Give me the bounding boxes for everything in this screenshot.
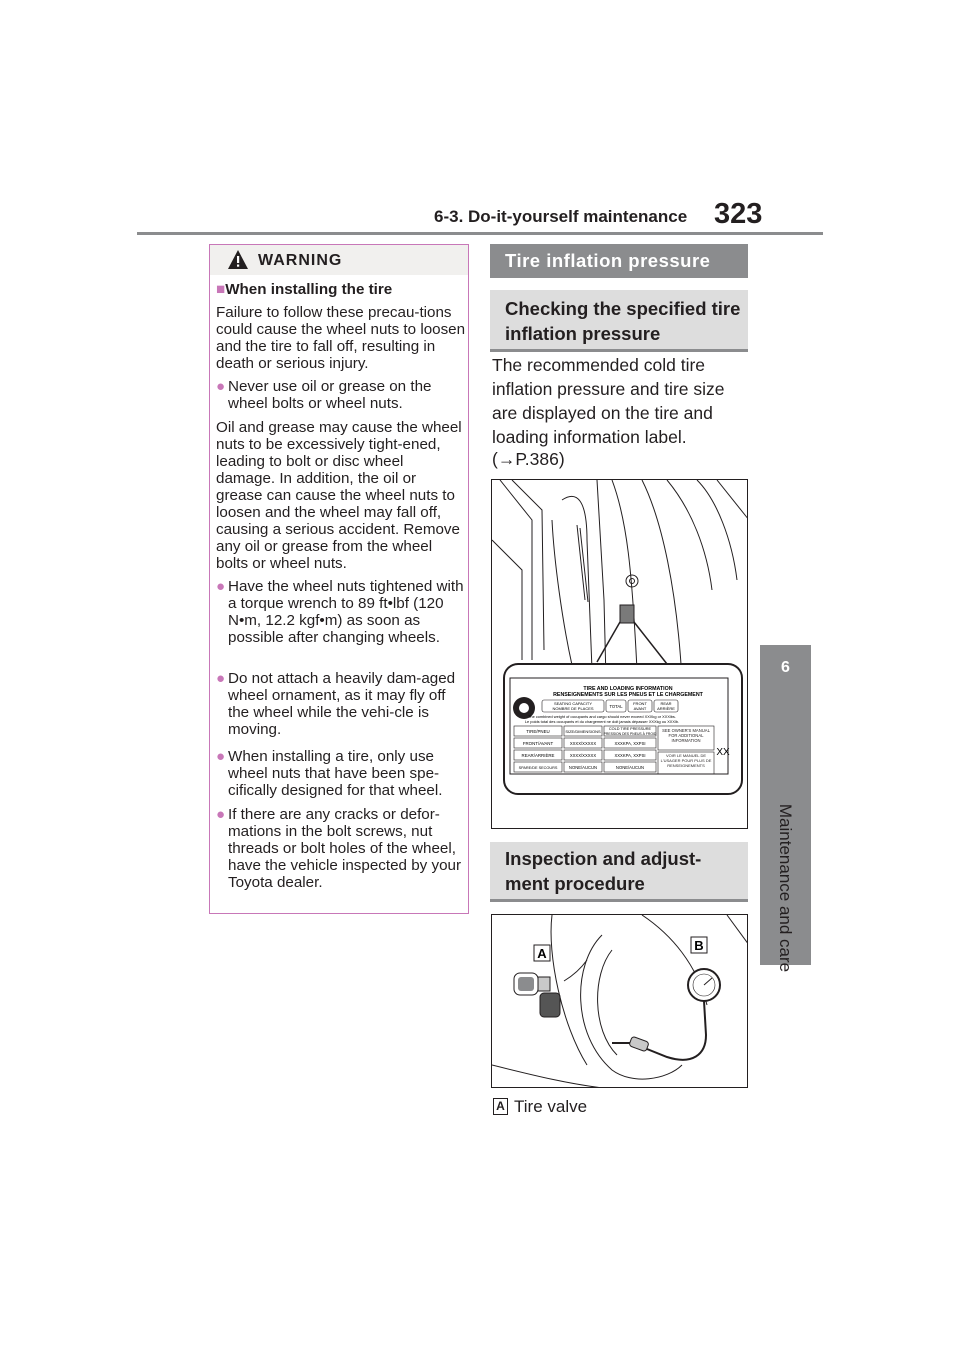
warning-bullet	[216, 378, 466, 412]
warning-bullet	[216, 806, 466, 891]
none-spare-pressure: NONE/AUCUN	[615, 765, 645, 770]
heading-square-icon: ■	[216, 281, 226, 298]
col-tire: TIRE/PNEU	[526, 729, 550, 734]
seating-capacity: SEATING CAPACITY	[553, 701, 593, 706]
page-reference[interactable]: (→P.386)	[492, 449, 565, 469]
section-title: 6-3. Do-it-yourself maintenance	[434, 207, 688, 226]
size-rear: XXXX/XXXXX	[569, 753, 597, 758]
row-front: FRONT/AVANT	[522, 741, 554, 746]
bullet-dot-icon: ●	[216, 748, 226, 765]
col-pressure: COLD TIRE PRESSURE	[608, 727, 652, 731]
pressure-front: XXXKPA, XXPSI	[614, 741, 646, 746]
bullet-text: If there are any cracks or defor-mations in the bolt screws, nut threads or bolt holes of the wheel, have the vehicle inspected by your Toyota dealer.	[228, 806, 462, 891]
caption-badge: A	[493, 1098, 508, 1115]
warning-bullet	[216, 670, 466, 738]
manual-fr: VOIR LE MANUEL DE L'USAGER POUR PLUS DE RENSEIGNEMENTS	[660, 753, 712, 768]
body-paragraph: The recommended cold tire inflation pressure and tire size are displayed on the tire and loading information label.	[492, 355, 725, 447]
inspection-figure	[491, 914, 748, 1088]
row-spare: SPARE/DE SECOURS	[518, 766, 558, 770]
warning-bullet	[216, 748, 466, 799]
label-code: XX	[716, 747, 730, 758]
combined-weight-en: The combined weight of occupants and cargo should never exceed XXXkg or XXXlbs.	[528, 714, 676, 719]
front-label: FRONT	[633, 701, 647, 706]
reference-link[interactable]: P.386	[515, 449, 559, 469]
callout-a: A	[537, 946, 547, 961]
pressure-rear: XXXKPA, XXPSI	[614, 753, 646, 758]
callout-b: B	[694, 938, 704, 953]
seating-capacity-fr: NOMBRE DE PLACES	[552, 706, 594, 711]
warning-triangle-icon	[227, 249, 249, 271]
figure-caption: Tire valve	[514, 1097, 588, 1116]
bullet-dot-icon: ●	[216, 670, 226, 687]
label-title-fr: RENSEIGNEMENTS SUR LES PNEUS ET LE CHARGEMENT	[553, 692, 703, 698]
col-manual: SEE OWNER'S MANUAL FOR ADDITIONAL INFORMATION	[662, 728, 710, 743]
warning-bullet	[216, 578, 466, 646]
section-heading: Tire inflation pressure	[505, 250, 711, 271]
combined-weight-fr: Le poids total des occupants et du chargement ne doit jamais dépasser XXXkg ou XXXlb.	[524, 719, 680, 724]
bullet-text: Do not attach a heavily dam-aged wheel ornament, as it may fly off the wheel while the vehi-cle is moving.	[228, 670, 456, 738]
col-pressure-fr: PRESSION DES PNEUS À FROID	[603, 732, 657, 736]
warning-intro: Failure to follow these precau-tions could cause the wheel nuts to loosen and the tire to fall off, resulting in death or serious injury.	[216, 304, 466, 372]
subsection-heading: Inspection and adjust-ment procedure	[505, 848, 702, 894]
inspection-illustration	[492, 915, 748, 1088]
subsection-heading: Checking the specified tire inflation pressure	[505, 298, 741, 344]
none-spare-size: NONE/AUCUN	[568, 765, 598, 770]
rear-label-fr: ARRIÈRE	[657, 706, 675, 711]
col-size: SIZE/DIMENSIONS	[565, 729, 601, 734]
header-rule	[137, 232, 823, 235]
tire-label-figure	[491, 479, 748, 829]
bullet-text: When installing a tire, only use wheel nuts that have been spe-cifically designed for that wheel.	[228, 748, 443, 799]
size-front: XXXX/XXXXX	[569, 741, 597, 746]
row-rear: REAR/ARRIÈRE	[521, 753, 555, 758]
warning-title: WARNING	[258, 252, 343, 269]
label-title-en: TIRE AND LOADING INFORMATION	[583, 686, 673, 692]
bullet-dot-icon: ●	[216, 378, 226, 395]
page-number: 323	[714, 198, 763, 230]
chapter-label: Maintenance and care	[776, 803, 795, 973]
warning-bullet-note: Oil and grease may cause the wheel nuts to be excessively tight-ened, leading to bolt or disc wheel damage. In addition, the oil or grease can cause the wheel nuts to loosen and the wheel may fall off, causing a serious accident. Remove any oil or grease from the wheel bolts or wheel nuts.	[216, 419, 462, 572]
rear-label: REAR	[660, 701, 672, 706]
chapter-number: 6	[781, 659, 790, 676]
bullet-dot-icon: ●	[216, 806, 226, 823]
warning-heading	[216, 281, 392, 298]
bullet-text: Have the wheel nuts tightened with a torque wrench to 89 ft•lbf (120 N•m, 12.2 kgf•m) as soon as possible after changing wheels.	[228, 578, 464, 646]
total-label: TOTAL	[609, 704, 623, 709]
bullet-text: Never use oil or grease on the wheel bolts or wheel nuts.	[228, 378, 432, 412]
tire-label-illustration	[492, 480, 748, 829]
arrow-icon: →	[497, 449, 516, 469]
front-label-fr: AVANT	[633, 706, 647, 711]
bullet-dot-icon: ●	[216, 578, 226, 595]
warning-heading-text: When installing the tire	[225, 281, 393, 298]
